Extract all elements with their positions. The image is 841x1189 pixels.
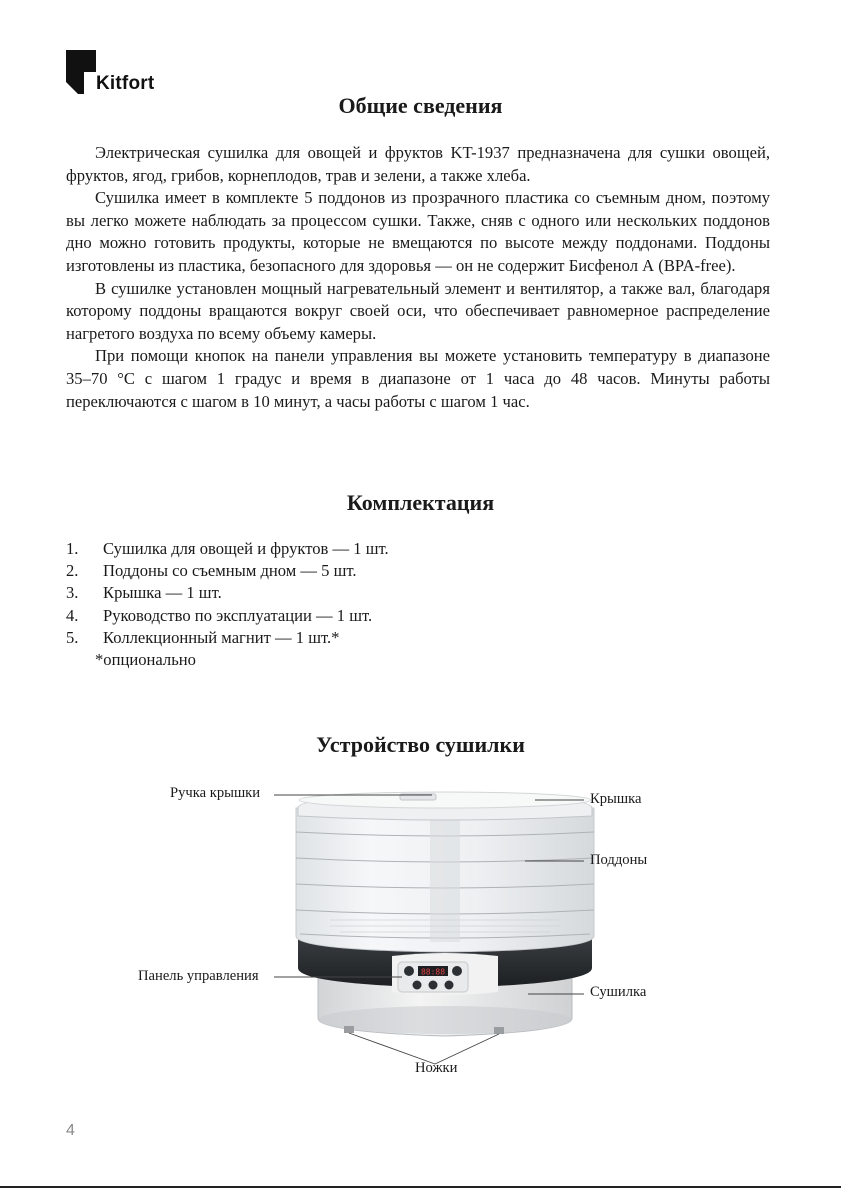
list-item-number: 2. (66, 561, 79, 581)
list-item-text: Сушилка для овощей и фруктов — 1 шт. (103, 539, 389, 558)
list-item-text: Коллекционный магнит — 1 шт.* (103, 627, 340, 647)
general-info-text (66, 142, 770, 413)
label-feet: Ножки (415, 1060, 458, 1076)
paragraph: При помощи кнопок на панели управления вы можете установить температуру в диапазоне 35–70 °C с шагом 1 градус и время в диапазоне от 1 часа до 48 часов. Минуты работы переключаются с шагом в 10 минут, а часы работы с шагом 1 час. (66, 346, 770, 411)
optional-note: *опционально (95, 650, 196, 670)
kitfort-logo-icon (66, 50, 96, 94)
list-item-number: 4. (66, 605, 79, 625)
list-item (66, 538, 389, 560)
section-title-device: Устройство сушилки (316, 732, 525, 757)
list-item (66, 627, 389, 649)
list-item-number: 1. (66, 539, 79, 558)
paragraph: Сушилка имеет в комплекте 5 поддонов из прозрачного пластика со съемным дном, поэтому вы легко можете наблюдать за процессом сушки. Также, сняв с одного или нескольких поддонов дно можно готовить продукты, которые не вмещаются по высоте между поддонами. Поддоны изготовлены из пластика, безопасного для здоровья — он не содержит Бисфенол А (BPA-free). (66, 188, 770, 275)
plus-button (452, 966, 462, 976)
temp-button (413, 981, 422, 990)
list-item-number: 3. (66, 583, 79, 603)
timer-display: 88:88 (420, 967, 446, 977)
foot (494, 1027, 504, 1034)
page-number: 4 (66, 1122, 75, 1139)
list-item-text: Крышка — 1 шт. (103, 583, 222, 603)
paragraph: В сушилке установлен мощный нагревательный элемент и вентилятор, а также вал, благодаря которому поддоны вращаются вокруг своей оси, что обеспечивает равномерное распределение нагретого воздуха по всему объему камеры. (66, 278, 770, 343)
paragraph: Электрическая сушилка для овощей и фруктов KT-1937 предназначена для сушки овощей, фруктов, ягод, грибов, корнеплодов, трав и зелени, а также хлеба. (66, 143, 770, 185)
label-trays: Поддоны (590, 852, 648, 868)
label-control-panel: Панель управления (138, 968, 259, 984)
list-item-text: Руководство по эксплуатации — 1 шт. (103, 605, 373, 625)
timer-button (445, 981, 454, 990)
trays (296, 808, 594, 952)
brand-logo (66, 50, 166, 96)
control-panel (398, 962, 468, 992)
label-dryer: Сушилка (590, 984, 647, 1000)
list-item (66, 582, 389, 604)
section-title-package: Комплектация (346, 490, 495, 515)
brand-name: Kitfort (96, 73, 155, 94)
foot (344, 1026, 354, 1033)
list-item-text: Поддоны со съемным дном — 5 шт. (103, 561, 357, 581)
label-lid-handle: Ручка крышки (170, 785, 261, 801)
list-item (66, 560, 389, 582)
list-item-number: 5. (66, 627, 79, 647)
section-title-general: Общие сведения (338, 93, 503, 118)
label-lid: Крышка (590, 791, 642, 807)
package-list (66, 538, 389, 671)
minus-button (404, 966, 414, 976)
lid (298, 792, 592, 820)
bottom-rule (0, 1186, 841, 1188)
dryer-illustration (130, 770, 690, 1090)
power-button (429, 981, 438, 990)
device-diagram (130, 770, 690, 1090)
list-item (66, 605, 389, 627)
